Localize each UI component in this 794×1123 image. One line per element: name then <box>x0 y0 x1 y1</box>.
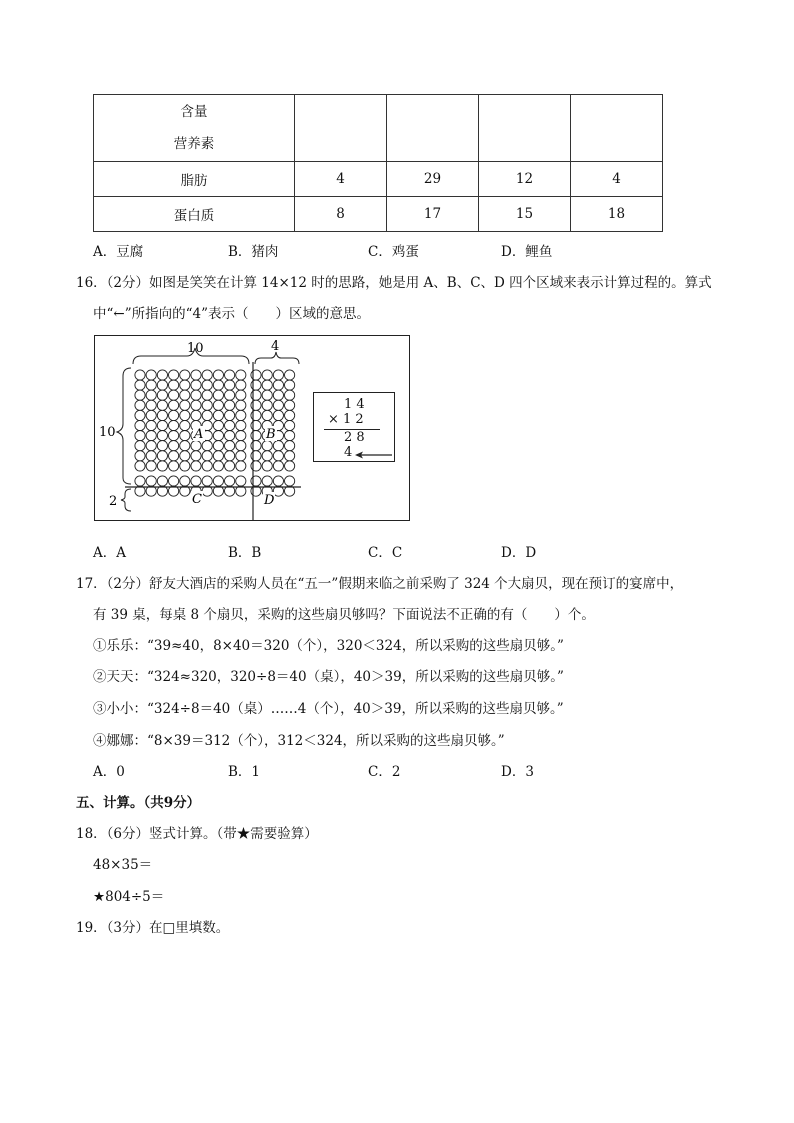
grid-circle <box>213 370 223 380</box>
grid-circle <box>273 461 283 471</box>
grid-circle <box>213 451 223 461</box>
table-cell: 12 <box>479 162 571 197</box>
grid-circle <box>202 476 212 486</box>
grid-circle <box>202 461 212 471</box>
table-header-cell <box>479 95 571 162</box>
grid-circle <box>146 380 156 390</box>
grid-circle <box>146 410 156 420</box>
label-top-4: 4 <box>271 339 280 354</box>
label-top-10: 10 <box>187 341 204 356</box>
q17-statement-4: ④娜娜：“8×39＝312（个），312＜324，所以采购的这些扇贝够。” <box>93 733 505 749</box>
grid-circle <box>146 370 156 380</box>
region-label-c: C <box>192 492 202 507</box>
table-header-bottom: 营养素 <box>173 136 215 152</box>
table-header-top: 含量 <box>180 104 208 120</box>
grid-circle <box>135 461 145 471</box>
grid-circle <box>236 420 246 430</box>
grid-circle <box>135 476 145 486</box>
grid-circle <box>180 390 190 400</box>
grid-circle <box>169 380 179 390</box>
grid-circle <box>146 461 156 471</box>
table-header-cell <box>295 95 387 162</box>
grid-circle <box>202 451 212 461</box>
grid-circle <box>225 400 235 410</box>
grid-circle <box>169 420 179 430</box>
grid-circle <box>157 441 167 451</box>
grid-circle <box>285 420 295 430</box>
grid-circle <box>157 370 167 380</box>
grid-circle <box>285 380 295 390</box>
table-cell: 17 <box>387 197 479 232</box>
grid-circle <box>213 400 223 410</box>
grid-circle <box>273 410 283 420</box>
q16-figure <box>94 335 410 521</box>
grid-circle <box>262 410 272 420</box>
grid-circle <box>213 441 223 451</box>
grid-circle <box>285 410 295 420</box>
grid-circle <box>236 451 246 461</box>
q17-option-b[interactable]: B．1 <box>228 764 261 780</box>
table-cell: 8 <box>295 197 387 232</box>
grid-circle <box>236 380 246 390</box>
grid-circle <box>157 390 167 400</box>
q17-stem-line1: 17．（2分）舒友大酒店的采购人员在“五一”假期来临之前采购了 324 个大扇贝，现在预订的宴席中， <box>76 576 684 592</box>
grid-circle <box>135 370 145 380</box>
grid-circle <box>135 400 145 410</box>
grid-circle <box>273 380 283 390</box>
grid-circle <box>213 461 223 471</box>
table-cell: 18 <box>571 197 663 232</box>
q15-option-c[interactable]: C．鸡蛋 <box>368 244 419 260</box>
grid-circle <box>262 451 272 461</box>
grid-circle <box>262 441 272 451</box>
nutrient-table <box>93 94 663 232</box>
grid-circle <box>135 420 145 430</box>
grid-circle <box>225 441 235 451</box>
q16-stem-line1: 16．（2分）如图是笑笑在计算 14×12 时的思路，她是用 A、B、C、D 四个区域来表示计算过程的。算式 <box>76 275 712 291</box>
grid-circle <box>191 410 201 420</box>
grid-circle <box>202 441 212 451</box>
grid-circle <box>213 380 223 390</box>
left-brace-2 <box>121 489 131 511</box>
grid-circle <box>191 380 201 390</box>
q16-option-c[interactable]: C．C <box>368 545 403 561</box>
grid-circle <box>262 390 272 400</box>
grid-circle <box>285 441 295 451</box>
grid-circle <box>213 420 223 430</box>
label-left-2: 2 <box>109 494 118 509</box>
grid-circle <box>180 400 190 410</box>
region-label-d: D <box>264 493 275 508</box>
grid-circle <box>180 451 190 461</box>
table-cell: 4 <box>571 162 663 197</box>
grid-circle <box>157 400 167 410</box>
q15-option-a[interactable]: A．豆腐 <box>93 244 144 260</box>
vertical-calculation-box <box>313 392 395 462</box>
grid-circle <box>285 390 295 400</box>
grid-circle <box>146 420 156 430</box>
grid-circle <box>180 380 190 390</box>
grid-circle <box>169 461 179 471</box>
grid-circle <box>285 476 295 486</box>
grid-circle <box>191 390 201 400</box>
grid-circle <box>273 441 283 451</box>
grid-circle <box>236 410 246 420</box>
grid-circle <box>225 431 235 441</box>
calc-row-2: × 1 2 <box>328 412 364 427</box>
grid-circle <box>202 390 212 400</box>
row-label: 脂肪 <box>94 162 295 197</box>
grid-circle <box>157 476 167 486</box>
grid-circle <box>213 410 223 420</box>
grid-circle <box>236 390 246 400</box>
grid-circle <box>225 476 235 486</box>
grid-circle <box>262 476 272 486</box>
q16-option-a[interactable]: A．A <box>93 545 126 561</box>
grid-circle <box>262 400 272 410</box>
grid-circle <box>169 410 179 420</box>
grid-circle <box>157 451 167 461</box>
grid-circle <box>180 461 190 471</box>
calc-row-3: 2 8 <box>344 430 365 445</box>
table-header-cell <box>387 95 479 162</box>
q17-option-a[interactable]: A．0 <box>93 764 125 780</box>
q16-stem-line2: 中“←”所指向的“4”表示（ ）区域的意思。 <box>93 306 371 322</box>
table-row <box>94 197 663 232</box>
grid-circle <box>135 380 145 390</box>
q19-stem: 19．（3分）在□里填数。 <box>76 920 230 936</box>
grid-circle <box>191 400 201 410</box>
grid-circle <box>262 461 272 471</box>
grid-circle <box>169 390 179 400</box>
grid-circle <box>202 400 212 410</box>
grid-circle <box>285 400 295 410</box>
grid-circle <box>146 451 156 461</box>
q18-stem: 18．（6分）竖式计算。（带★需要验算） <box>76 826 318 842</box>
left-arrow-icon <box>354 450 394 460</box>
grid-circle <box>180 441 190 451</box>
grid-circle <box>273 451 283 461</box>
grid-circle <box>236 370 246 380</box>
grid-circle <box>169 431 179 441</box>
grid-circle <box>135 390 145 400</box>
grid-circle <box>225 410 235 420</box>
grid-circle <box>285 431 295 441</box>
grid-circle <box>236 431 246 441</box>
table-header-corner <box>94 95 295 162</box>
grid-circle <box>202 410 212 420</box>
grid-circle <box>225 380 235 390</box>
grid-circle <box>202 380 212 390</box>
q18-expression-1: 48×35＝ <box>93 857 153 873</box>
grid-circle <box>225 390 235 400</box>
grid-circle <box>191 451 201 461</box>
table-cell: 4 <box>295 162 387 197</box>
row-label: 蛋白质 <box>94 197 295 232</box>
table-row <box>94 162 663 197</box>
grid-circle <box>180 431 190 441</box>
table-header-cell <box>571 95 663 162</box>
grid-circle <box>285 451 295 461</box>
grid-circle <box>213 476 223 486</box>
grid-circle <box>262 370 272 380</box>
q17-statement-3: ③小小：“324÷8＝40（桌）……4（个），40＞39，所以采购的这些扇贝够。” <box>93 701 564 717</box>
grid-circle <box>180 410 190 420</box>
grid-circle <box>169 370 179 380</box>
grid-circle <box>135 441 145 451</box>
q17-option-c[interactable]: C．2 <box>368 764 401 780</box>
grid-circle <box>191 441 201 451</box>
table-cell: 15 <box>479 197 571 232</box>
grid-circle <box>157 380 167 390</box>
grid-circle <box>157 431 167 441</box>
grid-circle <box>191 370 201 380</box>
q17-statement-2: ②天天：“324≈320，320÷8＝40（桌），40＞39，所以采购的这些扇贝够。” <box>93 669 564 685</box>
grid-circle <box>146 390 156 400</box>
calc-row-4: 4 <box>344 445 353 460</box>
q18-expression-2: ★804÷5＝ <box>93 889 165 905</box>
q15-option-b[interactable]: B．猪肉 <box>228 244 279 260</box>
grid-circle <box>213 390 223 400</box>
grid-circle <box>285 461 295 471</box>
grid-circle <box>225 451 235 461</box>
grid-circle <box>180 476 190 486</box>
grid-circle <box>146 431 156 441</box>
grid-circle <box>213 431 223 441</box>
q17-statement-1: ①乐乐：“39≈40，8×40＝320（个），320＜324，所以采购的这些扇贝够。” <box>93 638 564 654</box>
grid-circle <box>191 476 201 486</box>
calc-row-1: 1 4 <box>344 397 365 412</box>
grid-circle <box>236 476 246 486</box>
q16-option-b[interactable]: B．B <box>228 545 262 561</box>
grid-circle <box>169 400 179 410</box>
grid-circle <box>180 420 190 430</box>
section-heading: 五、计算。（共9分） <box>76 795 201 811</box>
table-cell: 29 <box>387 162 479 197</box>
grid-circle <box>273 370 283 380</box>
region-label-b: B <box>266 427 276 442</box>
grid-circle <box>146 441 156 451</box>
q16-option-d[interactable]: D．D <box>501 545 537 561</box>
grid-circle <box>157 420 167 430</box>
grid-circle <box>191 461 201 471</box>
grid-circle <box>146 400 156 410</box>
grid-circle <box>225 370 235 380</box>
grid-circle <box>169 441 179 451</box>
grid-circle <box>225 461 235 471</box>
left-brace-10 <box>117 368 131 484</box>
grid-circle <box>169 476 179 486</box>
grid-circle <box>236 441 246 451</box>
grid-circle <box>285 370 295 380</box>
label-left-10: 10 <box>99 425 116 440</box>
grid-circle <box>135 410 145 420</box>
grid-circle <box>225 420 235 430</box>
grid-circle <box>135 451 145 461</box>
q17-stem-line2: 有 39 桌，每桌 8 个扇贝，采购的这些扇贝够吗？下面说法不正确的有（ ）个。 <box>93 607 595 623</box>
grid-circle <box>135 431 145 441</box>
q17-option-d[interactable]: D．3 <box>501 764 534 780</box>
grid-circle <box>236 461 246 471</box>
grid-circle <box>262 380 272 390</box>
grid-circle <box>146 476 156 486</box>
grid-circle <box>157 410 167 420</box>
grid-circle <box>169 451 179 461</box>
q15-option-d[interactable]: D．鲤鱼 <box>501 244 553 260</box>
grid-circle <box>180 370 190 380</box>
region-label-a: A <box>194 427 204 442</box>
grid-circle <box>236 400 246 410</box>
grid-circle <box>273 400 283 410</box>
grid-circle <box>273 390 283 400</box>
grid-circle <box>157 461 167 471</box>
grid-circle <box>273 476 283 486</box>
grid-circle <box>202 370 212 380</box>
